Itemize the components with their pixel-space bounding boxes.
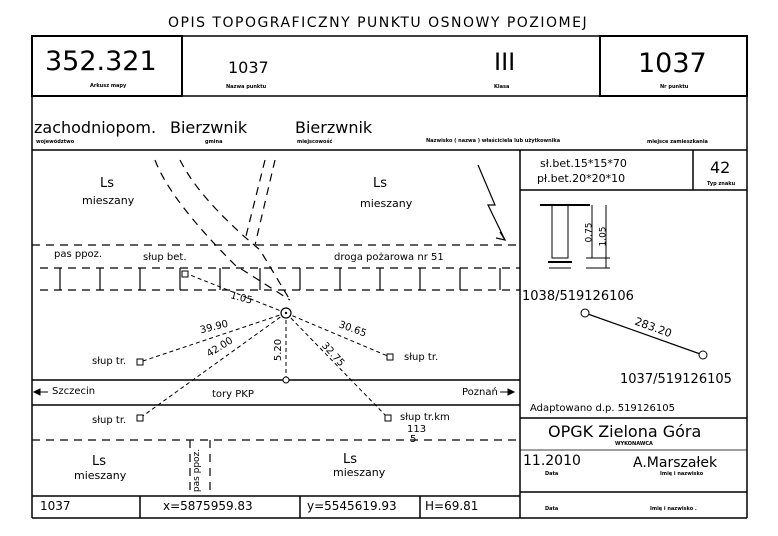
dist-1-05: 1.05: [229, 290, 254, 307]
point-number-value: 1037: [638, 48, 707, 79]
point-name-value: 1037: [228, 58, 269, 77]
forest-type-3: mieszany: [74, 469, 127, 482]
name-label-2: Imię i nazwisko .: [650, 506, 697, 512]
dim-1-05: 1.05: [598, 226, 609, 247]
forest-label-4: Ls: [343, 452, 358, 467]
class-value: III: [494, 48, 516, 76]
voivodeship-value: zachodniopom.: [34, 118, 157, 137]
pole-km-label: słup tr.km: [400, 412, 450, 423]
map-sheet-label: Arkusz mapy: [90, 83, 127, 89]
forest-type-1: mieszany: [82, 194, 135, 207]
sheet-title: OPIS TOPOGRAFICZNY PUNKTU OSNOWY POZIOMEJ: [168, 15, 589, 31]
dist-5-20: 5.20: [273, 338, 285, 362]
direction-szczecin: Szczecin: [52, 386, 96, 397]
owner-label: Nazwisko ( nazwa ) właściciela lub użytkownika: [426, 138, 561, 144]
forest-type-4: mieszany: [333, 466, 386, 479]
dist-42-00: 42.00: [204, 335, 236, 360]
pole-label-2: słup tr.: [404, 352, 439, 363]
commune-value: Bierzwnik: [170, 118, 248, 137]
point-number-label: Nr punktu: [660, 84, 689, 90]
map-sheet-value: 352.321: [45, 46, 157, 77]
reference-point-b: 1037/519126105: [620, 372, 732, 387]
forest-label-1: Ls: [100, 176, 115, 191]
dist-32-75: 32.75: [319, 340, 347, 369]
railway-label: tory PKP: [212, 389, 254, 400]
commune-label: gmina: [205, 139, 223, 145]
coord-h: H=69.81: [425, 499, 479, 513]
concrete-post-label: słup bet.: [143, 252, 187, 263]
reference-point-a: 1038/519126106: [522, 289, 634, 304]
dim-0-75: 0.75: [584, 222, 595, 243]
km-5: 5: [410, 434, 417, 445]
date-label-2: Data: [545, 506, 559, 512]
class-label: Klasa: [494, 84, 510, 90]
forest-label-3: Ls: [92, 454, 107, 469]
pole-label-3: słup tr.: [92, 415, 127, 426]
point-name-label: Nazwa punktu: [226, 84, 267, 90]
adapted-note: Adaptowano d.p. 519126105: [530, 403, 675, 414]
pole-label-1: słup tr.: [92, 356, 127, 367]
contractor-label: WYKONAWCA: [615, 441, 653, 447]
coord-x: x=5875959.83: [163, 499, 253, 513]
forest-label-2: Ls: [373, 176, 388, 191]
coord-y: y=5545619.93: [307, 499, 397, 513]
surveyor-label: Imię i nazwisko: [660, 471, 704, 477]
plate-spec: pł.bet.20*20*10: [537, 172, 626, 185]
bottom-point-number: 1037: [40, 499, 71, 513]
locality-label: miejscowość: [297, 139, 333, 145]
forest-type-2: mieszany: [360, 197, 413, 210]
firebreak-vertical-label: pas ppoz.: [192, 448, 203, 493]
reference-distance: 283.20: [632, 314, 674, 341]
date-value: 11.2010: [523, 453, 581, 469]
fire-road-label: droga pożarowa nr 51: [334, 252, 444, 263]
marker-type-value: 42: [710, 158, 731, 177]
contractor-value: OPGK Zielona Góra: [548, 422, 702, 441]
direction-poznan: Poznań: [462, 387, 498, 398]
km-113: 113: [407, 424, 427, 435]
date-label-1: Data: [545, 471, 559, 477]
firebreak-label: pas ppoz.: [54, 249, 103, 260]
locality-value: Bierzwnik: [295, 118, 373, 137]
surveyor-name: A.Marszałek: [633, 455, 718, 471]
dist-30-65: 30.65: [337, 319, 368, 340]
dist-39-90: 39.90: [198, 318, 230, 337]
voivodeship-label: województwo: [36, 139, 75, 145]
residence-label: miejsce zamieszkania: [647, 139, 708, 145]
post-spec: sł.bet.15*15*70: [540, 157, 627, 170]
marker-type-label: Typ znaku: [707, 181, 736, 187]
